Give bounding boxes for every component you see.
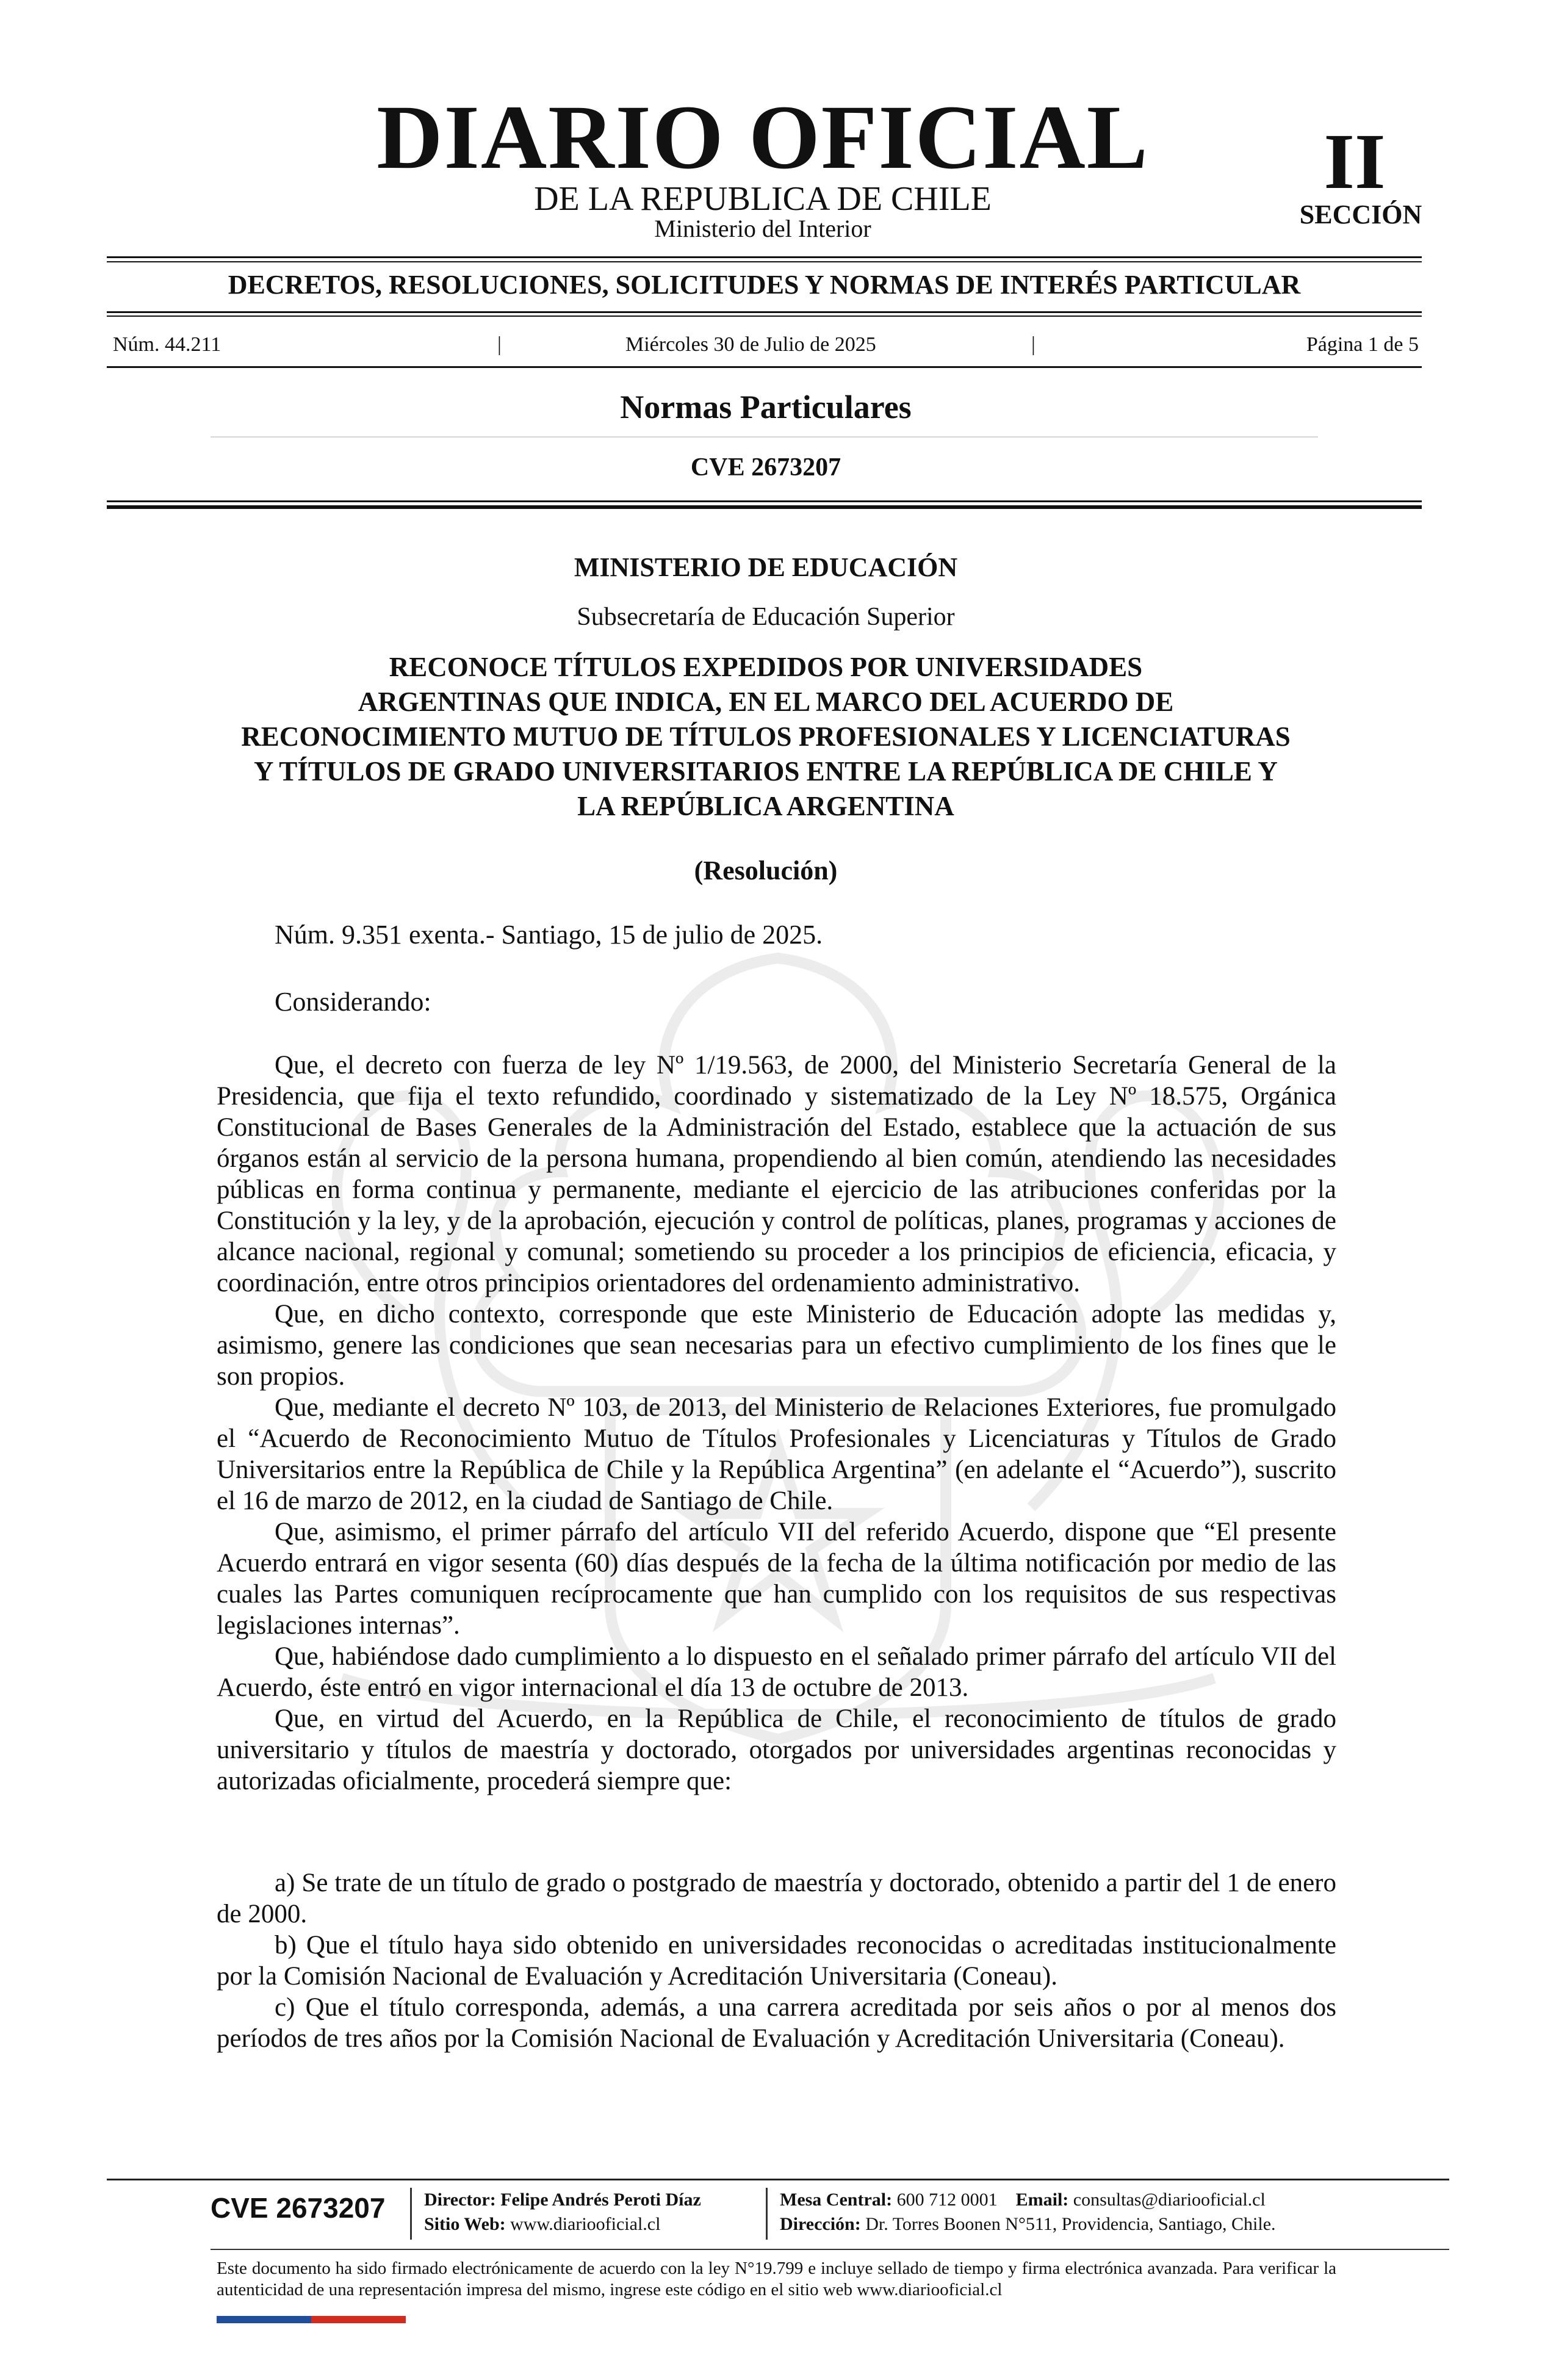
condition-item: a) Se trate de un título de grado o postgrado de maestría y doctorado, obtenido a partir del 1 de enero de 2000. <box>217 1869 1336 1928</box>
flag-stripe-red <box>311 2316 406 2323</box>
footer-rule-lower <box>211 2249 1449 2250</box>
issue-number: Núm. 44.211 <box>113 333 222 356</box>
footer-signature-note: Este documento ha sido firmado electrónicamente de acuerdo con la ley N°19.799 e incluye sellado de tiempo y firma electrónica avanzada. Para verificar la autenticidad de una representación impresa del mismo, ingrese este código en el sitio web www.diariooficial.cl <box>217 2259 1336 2299</box>
footer-separator <box>410 2188 412 2240</box>
paragraph: Que, el decreto con fuerza de ley Nº 1/19.563, de 2000, del Ministerio Secretaría General de la Presidencia, que fija el texto refundido, coordinado y sistematizado de la Ley Nº 18.575, Orgánica Constitucional de Bases Generales de la Administración del Estado, establece que la actuación de sus órganos están al servicio de la persona humana, propendiendo al bien común, atendiendo las necesidades públicas en forma continua y permanente, mediante el ejercicio de las atribuciones conferidas por la Constitución y la ley, y de la aprobación, ejecución y control de políticas, planes, programas y acciones de alcance nacional, regional y comunal; sometiendo su proceder a los principios de eficiencia, eficacia, y coordinación, entre otros principios orientadores del ordenamiento administrativo. <box>217 1051 1336 1297</box>
web-link[interactable]: www.diariooficial.cl <box>510 2214 661 2234</box>
resolution-title-line: RECONOCE TÍTULOS EXPEDIDOS POR UNIVERSIDADES <box>389 652 1143 682</box>
header-rule-bottom <box>107 500 1422 502</box>
document-ministry: MINISTERIO DE EDUCACIÓN <box>574 552 958 582</box>
footer-separator <box>766 2188 768 2240</box>
issue-separator: | <box>1031 333 1036 356</box>
considerando-body <box>217 1050 1336 1797</box>
resolution-title-line: ARGENTINAS QUE INDICA, EN EL MARCO DEL ACUERDO DE <box>358 687 1174 717</box>
email-link[interactable]: consultas@diariooficial.cl <box>1073 2190 1266 2210</box>
mesa-phone: 600 712 0001 <box>896 2190 998 2210</box>
paragraph: Que, en dicho contexto, corresponde que este Ministerio de Educación adopte las medidas y, asimismo, genere las condiciones que sean necesarias para un efectivo cumplimiento de los fines que le son propios. <box>217 1300 1336 1391</box>
section-label: SECCIÓN <box>1299 200 1422 229</box>
issue-page: Página 1 de 5 <box>1306 333 1419 356</box>
condition-item: c) Que el título corresponda, además, a una carrera acreditada por seis años o por al menos dos períodos de tres años por la Comisión Nacional de Evaluación y Acreditación Universitaria (Coneau). <box>217 1993 1336 2053</box>
masthead-rule-top-thin <box>107 261 1422 262</box>
address-text: Dr. Torres Boonen N°511, Providencia, Santiago, Chile. <box>865 2214 1276 2234</box>
document-type: (Resolución) <box>694 856 838 885</box>
resolution-title <box>211 650 1321 824</box>
web-label: Sitio Web: <box>424 2214 506 2234</box>
masthead-rule-top <box>107 256 1422 258</box>
conditions-list <box>217 1867 1336 2054</box>
document-subsecretaria: Subsecretaría de Educación Superior <box>577 603 955 631</box>
paragraph: Que, mediante el decreto Nº 103, de 2013, del Ministerio de Relaciones Exteriores, fue promulgado el “Acuerdo de Reconocimiento Mutuo de Títulos Profesionales y Licenciaturas y Títulos de Grado Universitarios entre la República de Chile y la República Argentina” (en adelante el “Acuerdo”), suscrito el 16 de marzo de 2012, en la ciudad de Santiago de Chile. <box>217 1393 1336 1515</box>
masthead-title: DIARIO OFICIAL <box>376 87 1149 188</box>
footer-cve: CVE 2673207 <box>211 2192 386 2224</box>
cve-code: CVE 2673207 <box>690 453 841 481</box>
resolution-title-line: Y TÍTULOS DE GRADO UNIVERSITARIOS ENTRE LA REPÚBLICA DE CHILE Y <box>254 756 1278 787</box>
section-title: Normas Particulares <box>620 389 912 425</box>
masthead-subtitle: DE LA REPUBLICA DE CHILE <box>534 180 992 218</box>
considerando-label: Considerando: <box>275 987 431 1017</box>
paragraph: Que, asimismo, el primer párrafo del artículo VII del referido Acuerdo, dispone que “El presente Acuerdo entrará en vigor sesenta (60) días después de la fecha de la última notificación por medio de las cuales las Partes comuniquen recíprocamente que han cumplido con los requisitos de sus respectivas legislaciones internas”. <box>217 1518 1336 1640</box>
band-rule-bottom-thin <box>107 316 1422 317</box>
condition-item: b) Que el título haya sido obtenido en universidades reconocidas o acreditadas institucionalmente por la Comisión Nacional de Evaluación y Acreditación Universitaria (Coneau). <box>217 1931 1336 1991</box>
flag-stripe-blue <box>217 2316 311 2323</box>
section-band: DECRETOS, RESOLUCIONES, SOLICITUDES Y NORMAS DE INTERÉS PARTICULAR <box>228 270 1301 300</box>
header-rule-bottom-thick <box>107 505 1422 509</box>
resolution-number: Núm. 9.351 exenta.- Santiago, 15 de julio de 2025. <box>275 920 823 950</box>
band-rule-bottom <box>107 311 1422 313</box>
paragraph: Que, en virtud del Acuerdo, en la República de Chile, el reconocimiento de títulos de grado universitario y títulos de maestría y doctorado, otorgados por universidades argentinas reconocidas y autorizadas oficialmente, procederá siempre que: <box>217 1704 1336 1795</box>
email-label: Email: <box>1015 2190 1069 2210</box>
footer-contact-block <box>780 2188 1276 2237</box>
issue-rule <box>107 366 1422 368</box>
issue-date: Miércoles 30 de Julio de 2025 <box>625 333 876 356</box>
footer-director-block <box>424 2188 701 2237</box>
issue-separator: | <box>497 333 502 356</box>
section-title-rule <box>211 436 1318 438</box>
section-number: II <box>1324 118 1386 206</box>
masthead-ministry: Ministerio del Interior <box>654 215 871 242</box>
director-label: Director: <box>424 2190 496 2210</box>
resolution-title-line: RECONOCIMIENTO MUTUO DE TÍTULOS PROFESIONALES Y LICENCIATURAS <box>241 721 1291 752</box>
address-label: Dirección: <box>780 2214 861 2234</box>
footer-rule <box>107 2179 1449 2180</box>
resolution-title-line: LA REPÚBLICA ARGENTINA <box>577 791 954 821</box>
paragraph: Que, habiéndose dado cumplimiento a lo dispuesto en el señalado primer párrafo del artículo VII del Acuerdo, éste entró en vigor internacional el día 13 de octubre de 2013. <box>217 1642 1336 1702</box>
director-name: Felipe Andrés Peroti Díaz <box>500 2190 701 2210</box>
mesa-label: Mesa Central: <box>780 2190 893 2210</box>
issue-row <box>113 333 1419 357</box>
